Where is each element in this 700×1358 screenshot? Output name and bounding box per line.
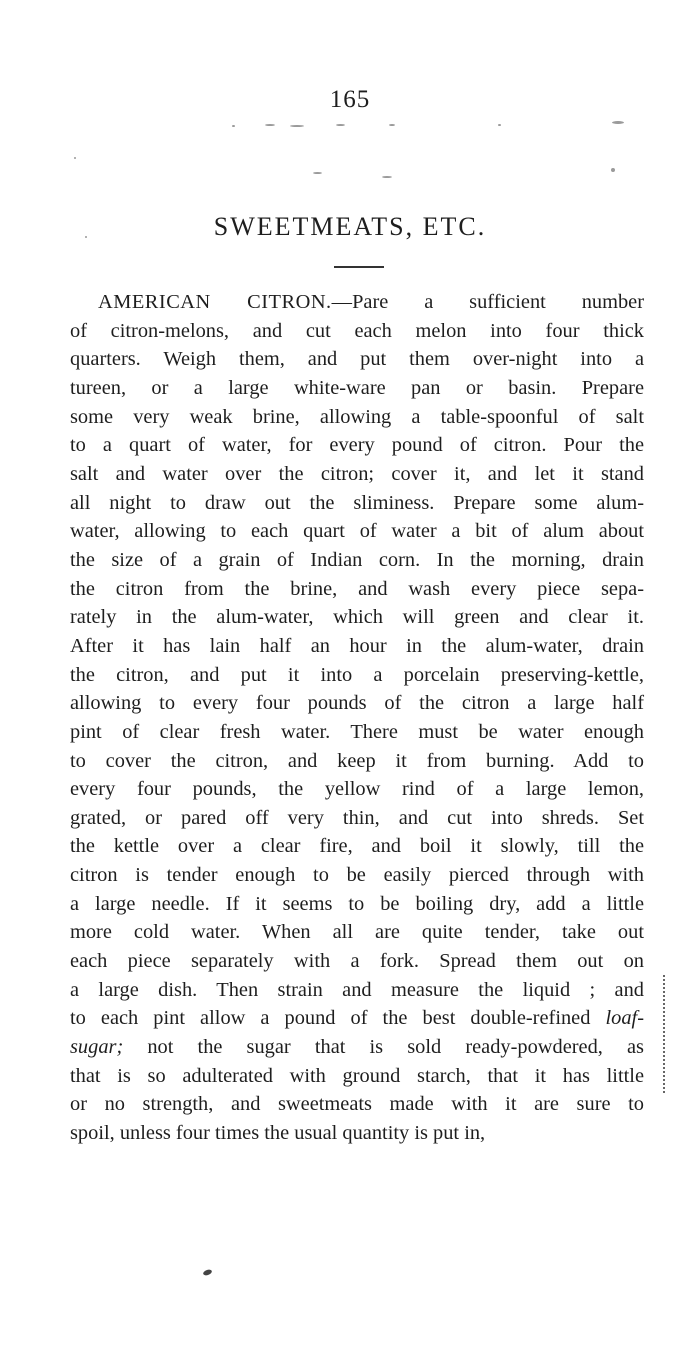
text-line: or no strength, and sweetmeats made with it are sure to <box>70 1093 644 1116</box>
text-line: water, allowing to each quart of water a bit of alum about <box>70 520 644 543</box>
text-line: to each pint allow a pound of the best double-refined loaf- <box>70 1007 644 1030</box>
text-line: salt and water over the citron; cover it, and let it stand <box>70 462 644 485</box>
italic-word: sugar; <box>70 1036 124 1059</box>
text-line: of citron-melons, and cut each melon into four thick <box>70 319 644 342</box>
scan-speck <box>265 124 275 126</box>
text-line: citron is tender enough to be easily pierced through with <box>70 864 644 887</box>
recipe-paragraph <box>70 288 644 1148</box>
text-line: the citron from the brine, and wash every piece sepa- <box>70 577 644 600</box>
page-number: 165 <box>329 86 371 113</box>
scan-speck <box>611 168 615 172</box>
text-line: the citron, and put it into a porcelain preserving-kettle, <box>70 663 644 686</box>
italic-word: loaf- <box>605 1007 644 1030</box>
text-line: some very weak brine, allowing a table-spoonful of salt <box>70 405 644 428</box>
text-line: sugar; not the sugar that is sold ready-powdered, as <box>70 1036 644 1059</box>
scan-speck <box>290 125 304 127</box>
text-line: that is so adulterated with ground starch, that it has little <box>70 1064 644 1087</box>
text-line: a large dish. Then strain and measure the liquid ; and <box>70 978 644 1001</box>
heading-rule <box>334 266 384 268</box>
text-line: the size of a grain of Indian corn. In the morning, drain <box>70 548 644 571</box>
text-line: allowing to every four pounds of the citron a large half <box>70 692 644 715</box>
text-line: a large needle. If it seems to be boiling dry, add a little <box>70 892 644 915</box>
text-line: each piece separately with a fork. Spread them out on <box>70 950 644 973</box>
text-line: to cover the citron, and keep it from burning. Add to <box>70 749 644 772</box>
text-line: every four pounds, the yellow rind of a large lemon, <box>70 778 644 801</box>
recipe-title: AMERICAN CITRON. <box>98 291 332 313</box>
text-line: more cold water. When all are quite tender, take out <box>70 921 644 944</box>
text-line: the kettle over a clear fire, and boil it slowly, till the <box>70 835 644 858</box>
scan-speck <box>389 124 395 126</box>
scan-speck <box>612 121 624 124</box>
text-line: grated, or pared off very thin, and cut into shreds. Set <box>70 806 644 829</box>
text-line: quarters. Weigh them, and put them over-night into a <box>70 348 644 371</box>
text-line: AMERICAN CITRON.—Pare a sufficient number <box>98 291 644 313</box>
section-heading: SWEETMEATS, ETC. <box>213 212 487 241</box>
text-line: rately in the alum-water, which will green and clear it. <box>70 606 644 629</box>
scan-speck <box>382 176 392 178</box>
text-line: all night to draw out the sliminess. Prepare some alum- <box>70 491 644 514</box>
text-line: After it has lain half an hour in the alum-water, drain <box>70 634 644 657</box>
scan-speck <box>74 157 76 159</box>
scan-speck <box>313 172 322 174</box>
text-line: pint of clear fresh water. There must be water enough <box>70 720 644 743</box>
text-line: to a quart of water, for every pound of citron. Pour the <box>70 434 644 457</box>
text-line: spoil, unless four times the usual quantity is put in, <box>70 1122 486 1145</box>
text-line: tureen, or a large white-ware pan or basin. Prepare <box>70 376 644 399</box>
scan-speck <box>232 125 235 127</box>
ink-blot <box>202 1269 212 1277</box>
scan-speck <box>336 124 345 126</box>
margin-scan-artifact <box>663 975 668 1093</box>
scan-speck <box>498 124 501 126</box>
